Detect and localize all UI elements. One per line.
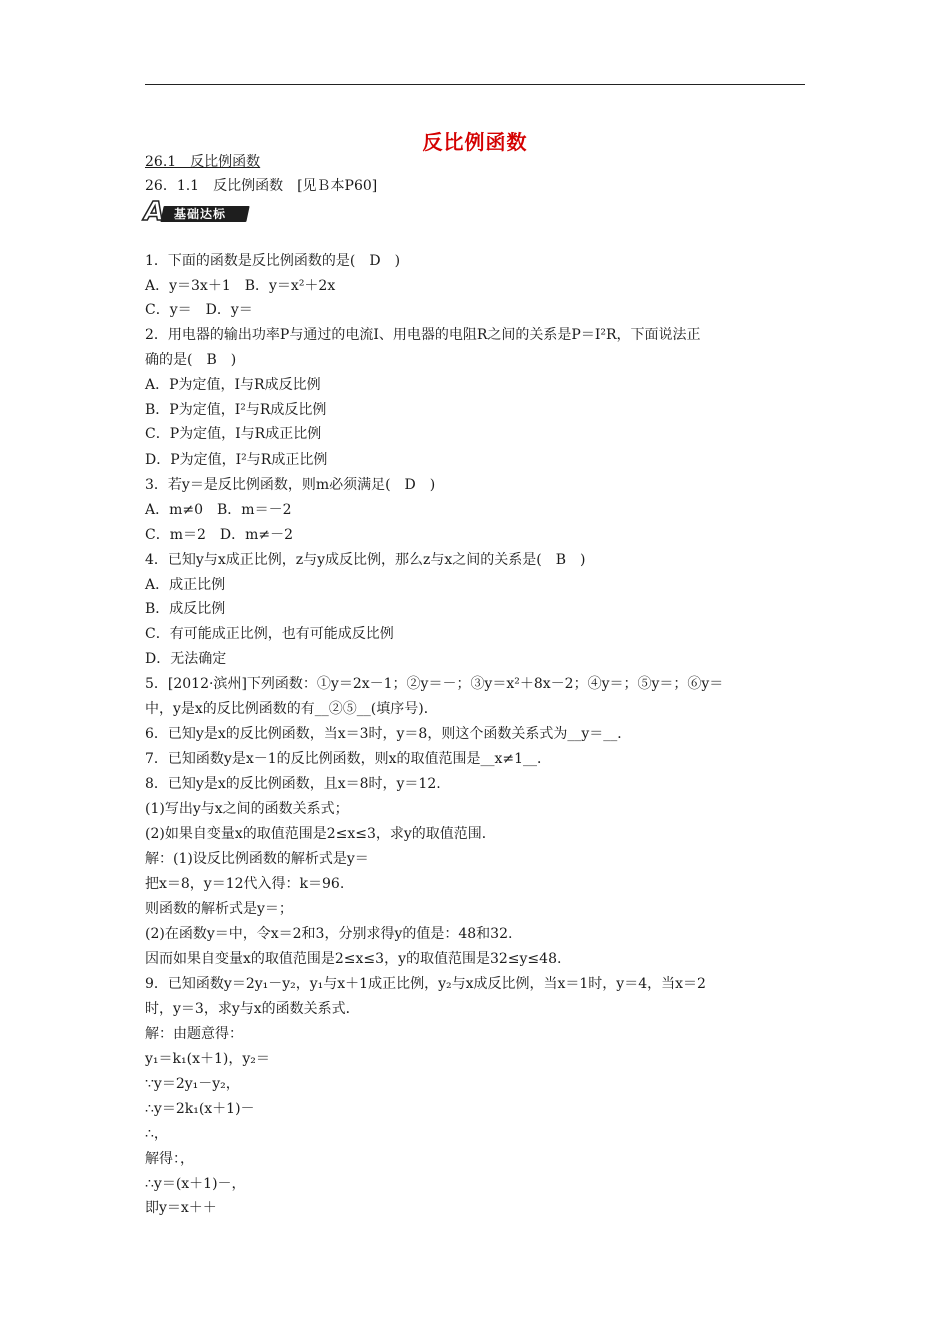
basic-level-badge: [144, 199, 250, 225]
text-line: ∴y＝2k₁(x＋1)－: [145, 1101, 255, 1117]
text-line: C．有可能成正比例，也有可能成反比例: [145, 626, 394, 642]
text-line: 7．已知函数y是x－1的反比例函数，则x的取值范围是__x≠1__．: [145, 751, 552, 767]
text-line: 5．[2012·滨州]下列函数：①y＝2x－1；②y＝－；③y＝x²＋8x－2；④y＝；⑤y＝；⑥y＝: [145, 676, 724, 692]
text-line: ∵y＝2y₁－y₂，: [145, 1076, 240, 1092]
text-line: 4．已知y与x成正比例，z与y成反比例，那么z与x之间的关系是( B ): [145, 552, 586, 568]
text-line: ∴y＝(x＋1)－，: [145, 1176, 246, 1192]
text-line: B．P为定值，I²与R成反比例: [145, 402, 327, 418]
text-line: C．P为定值，I与R成正比例: [145, 426, 322, 442]
header-rule: [145, 84, 805, 85]
text-line: 则函数的解析式是y＝；: [145, 901, 293, 917]
text-line: C．m＝2 D．m≠－2: [145, 527, 294, 543]
text-line: 中，y是x的反比例函数的有__②⑤__(填序号)．: [145, 701, 438, 717]
text-line: A．成正比例: [145, 577, 226, 593]
text-line: 解：由题意得：: [145, 1026, 243, 1042]
text-line: (2)在函数y＝中，令x＝2和3，分别求得y的值是：48和32.: [145, 926, 513, 942]
text-line: 把x＝8，y＝12代入得：k＝96.: [145, 876, 345, 892]
text-line: A．P为定值，I与R成反比例: [145, 377, 321, 393]
text-line: D．无法确定: [145, 651, 227, 667]
text-line: 即y＝x＋＋: [145, 1200, 217, 1216]
text-line: 解：(1)设反比例函数的解析式是y＝: [145, 851, 369, 867]
text-line: 3．若y＝是反比例函数，则m必须满足( D ): [145, 477, 436, 493]
text-line: 6．已知y是x的反比例函数，当x＝3时，y＝8，则这个函数关系式为__y＝__．: [145, 726, 632, 742]
text-line: ∴，: [145, 1126, 168, 1142]
subsection-heading: 26．1.1 反比例函数 [见Ｂ本P60]: [145, 178, 378, 194]
text-line: D．P为定值，I²与R成正比例: [145, 452, 328, 468]
text-line: 9．已知函数y＝2y₁－y₂，y₁与x＋1成正比例，y₂与x成反比例，当x＝1时，y＝4，当x＝2: [145, 976, 706, 992]
text-line: 因而如果自变量x的取值范围是2≤x≤3，y的取值范围是32≤y≤48.: [145, 951, 562, 967]
text-line: 解得：，: [145, 1151, 194, 1167]
badge-letter: A: [144, 197, 165, 227]
text-line: 时，y＝3，求y与x的函数关系式．: [145, 1001, 360, 1017]
text-line: 确的是( B ): [145, 352, 237, 368]
text-line: y₁＝k₁(x＋1)，y₂＝: [145, 1051, 270, 1067]
text-line: (2)如果自变量x的取值范围是2≤x≤3，求y的取值范围．: [145, 826, 496, 842]
text-line: C．y＝ D．y＝: [145, 302, 253, 318]
page-title: 反比例函数: [422, 130, 528, 154]
section-heading: 26.1 反比例函数: [145, 154, 261, 170]
badge-label: 基础达标: [174, 207, 227, 221]
text-line: 2．用电器的输出功率P与通过的电流I、用电器的电阻R之间的关系是P＝I²R，下面说法正: [145, 327, 701, 343]
text-line: A．m≠0 B．m＝－2: [145, 502, 292, 518]
text-line: (1)写出y与x之间的函数关系式；: [145, 801, 349, 817]
text-line: 8．已知y是x的反比例函数，且x＝8时，y＝12.: [145, 776, 441, 792]
text-line: 1．下面的函数是反比例函数的是( D ): [145, 253, 401, 269]
text-line: A．y＝3x＋1 B．y＝x²＋2x: [145, 278, 336, 294]
text-line: B．成反比例: [145, 601, 226, 617]
